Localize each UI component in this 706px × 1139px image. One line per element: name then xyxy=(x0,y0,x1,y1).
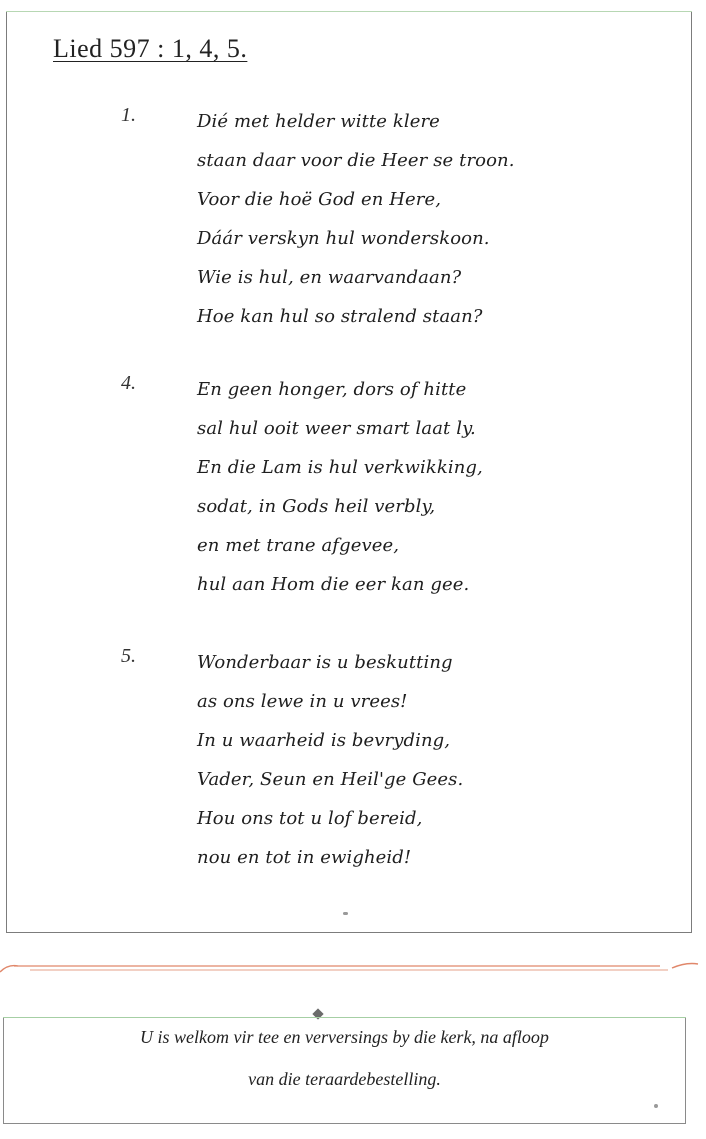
verse-line: En die Lam is hul verkwikking, xyxy=(197,457,483,478)
hymn-panel xyxy=(6,11,692,933)
verse-number: 5. xyxy=(121,645,136,667)
verse-line: nou en tot in ewigheid! xyxy=(197,847,412,868)
verse-line: Hoe kan hul so stralend staan? xyxy=(197,306,483,327)
verse-lines xyxy=(197,370,483,604)
divider-right-curl xyxy=(672,964,698,969)
verse-line: Dáár verskyn hul wonderskoon. xyxy=(197,228,490,249)
verse-lines xyxy=(197,102,515,336)
notice-line: U is welkom vir tee en verversings by die kerk, na afloop xyxy=(140,1027,549,1047)
verse-line: En geen honger, dors of hitte xyxy=(197,379,467,400)
verse-line: sal hul ooit weer smart laat ly. xyxy=(197,418,476,439)
verse-number: 1. xyxy=(121,104,136,126)
verse-line: Wonderbaar is u beskutting xyxy=(197,652,453,673)
verse-line: staan daar voor die Heer se troon. xyxy=(197,150,515,171)
scan-speck xyxy=(654,1104,658,1108)
verse-line: as ons lewe in u vrees! xyxy=(197,691,408,712)
ornamental-divider xyxy=(0,958,706,978)
hymn-title: Lied 597 : 1, 4, 5. xyxy=(53,34,248,63)
verse-lines xyxy=(197,643,463,877)
verse-line: Dié met helder witte klere xyxy=(197,111,440,132)
notice-panel xyxy=(3,1017,686,1124)
verse-line: en met trane afgevee, xyxy=(197,535,400,556)
verse-line: In u waarheid is bevryding, xyxy=(197,730,451,751)
verse-line: sodat, in Gods heil verbly, xyxy=(197,496,436,517)
notice-line: van die teraardebestelling. xyxy=(248,1069,441,1089)
verse-line: Hou ons tot u lof bereid, xyxy=(197,808,423,829)
verse-line: hul aan Hom die eer kan gee. xyxy=(197,574,470,595)
verse-line: Vader, Seun en Heil'ge Gees. xyxy=(197,769,464,790)
verse-line: Wie is hul, en waarvandaan? xyxy=(197,267,462,288)
verse-number: 4. xyxy=(121,372,136,394)
scan-speck xyxy=(343,912,348,915)
verse-line: Voor die hoë God en Here, xyxy=(197,189,442,210)
